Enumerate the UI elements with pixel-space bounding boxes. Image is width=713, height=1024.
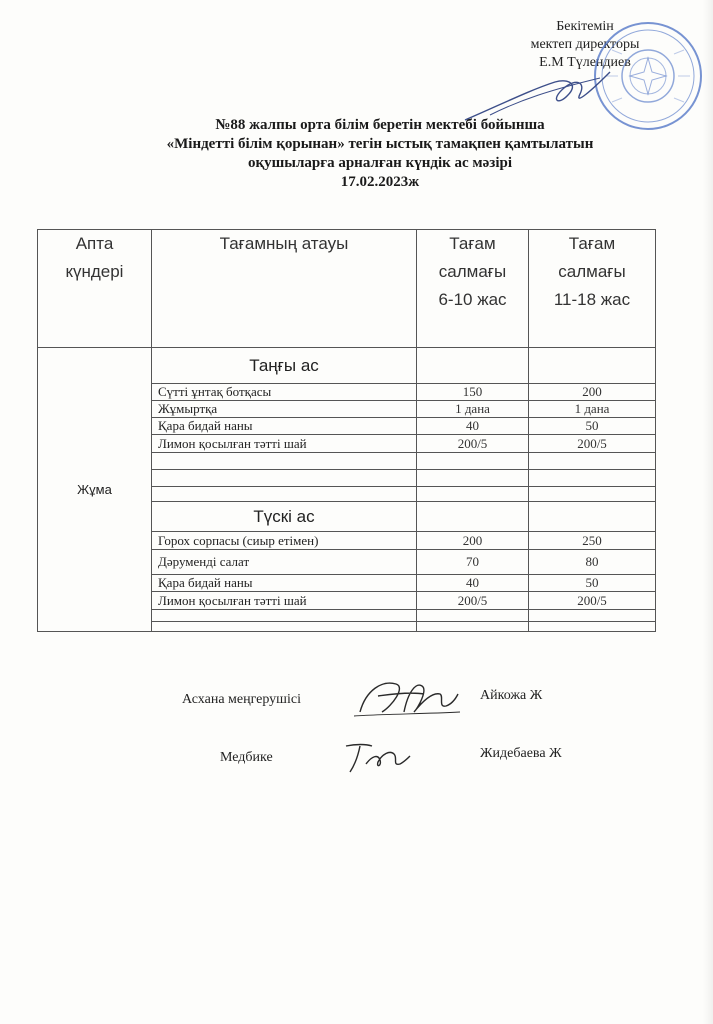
- dish-name: Жұмыртқа: [152, 401, 417, 418]
- dish-name: Дәруменді салат: [152, 550, 417, 575]
- cook-signature: [352, 672, 462, 722]
- dish-name: Горох сорпасы (сиыр етімен): [152, 532, 417, 550]
- weight-11-18: 200: [529, 384, 656, 401]
- weight-11-18: 1 дана: [529, 401, 656, 418]
- approval-line-1: Бекітемін: [556, 19, 614, 34]
- header-weight-11-18-line-2: салмағы: [558, 262, 626, 281]
- weekday-cell: Жұма: [38, 348, 152, 632]
- header-weight-6-10-line-3: 6-10 жас: [438, 290, 507, 309]
- header-weekday-line-1: Апта: [75, 234, 114, 253]
- nurse-role: Медбике: [220, 750, 273, 765]
- dish-name: Лимон қосылған тәтті шай: [152, 592, 417, 610]
- weight-6-10: 1 дана: [417, 401, 529, 418]
- header-weight-11-18-line-1: Тағам: [568, 234, 616, 253]
- weight-11-18: 50: [529, 418, 656, 435]
- weight-6-10: 150: [417, 384, 529, 401]
- dish-name: Қара бидай наны: [152, 575, 417, 592]
- header-weight-6-10-line-1: Тағам: [449, 234, 496, 253]
- header-weight-6-10-line-2: салмағы: [438, 262, 507, 281]
- weight-6-10: 40: [417, 575, 529, 592]
- dish-name: Лимон қосылған тәтті шай: [152, 435, 417, 453]
- weight-6-10: 200/5: [417, 435, 529, 453]
- weight-6-10: 40: [417, 418, 529, 435]
- breakfast-label: Таңғы ас: [152, 348, 417, 384]
- weight-11-18: 200/5: [529, 592, 656, 610]
- menu-table: [37, 229, 656, 632]
- weight-11-18: 50: [529, 575, 656, 592]
- weight-6-10: 200/5: [417, 592, 529, 610]
- header-weight-11-18-line-3: 11-18 жас: [553, 290, 631, 309]
- nurse-signature: [342, 736, 412, 776]
- header-weight-6-10: [417, 230, 529, 348]
- lunch-label: Түскі ас: [152, 502, 417, 532]
- dish-name: Қара бидай наны: [152, 418, 417, 435]
- weight-6-10: 200: [417, 532, 529, 550]
- document-title: [100, 116, 660, 192]
- breakfast-header-row: [38, 348, 656, 384]
- title-date: 17.02.2023ж: [340, 174, 420, 190]
- title-line-3: оқушыларға арналған күндік ас мәзірі: [248, 155, 512, 171]
- cook-name: Айкожа Ж: [480, 688, 543, 703]
- header-row: [38, 230, 656, 348]
- approval-line-3: Е.М Түлендиев: [539, 55, 631, 70]
- approval-line-2: мектеп директоры: [530, 37, 640, 52]
- weight-6-10: 70: [417, 550, 529, 575]
- header-dish-name: [152, 230, 417, 348]
- weight-11-18: 80: [529, 550, 656, 575]
- header-weight-11-18: [529, 230, 656, 348]
- header-weekday-line-2: күндері: [65, 262, 124, 281]
- title-line-1: №88 жалпы орта білім беретін мектебі бойынша: [215, 117, 545, 133]
- nurse-name: Жидебаева Ж: [480, 746, 562, 761]
- weight-11-18: 250: [529, 532, 656, 550]
- header-dish-name-text: Тағамның атауы: [219, 234, 349, 253]
- cook-role: Асхана меңгерушісі: [182, 692, 301, 707]
- dish-name: Сүтті ұнтақ ботқасы: [152, 384, 417, 401]
- header-weekday: [38, 230, 152, 348]
- page-edge-shadow: [703, 0, 713, 1024]
- title-line-2: «Міндетті білім қорынан» тегін ыстық тамақпен қамтылатын: [166, 136, 594, 152]
- weight-11-18: 200/5: [529, 435, 656, 453]
